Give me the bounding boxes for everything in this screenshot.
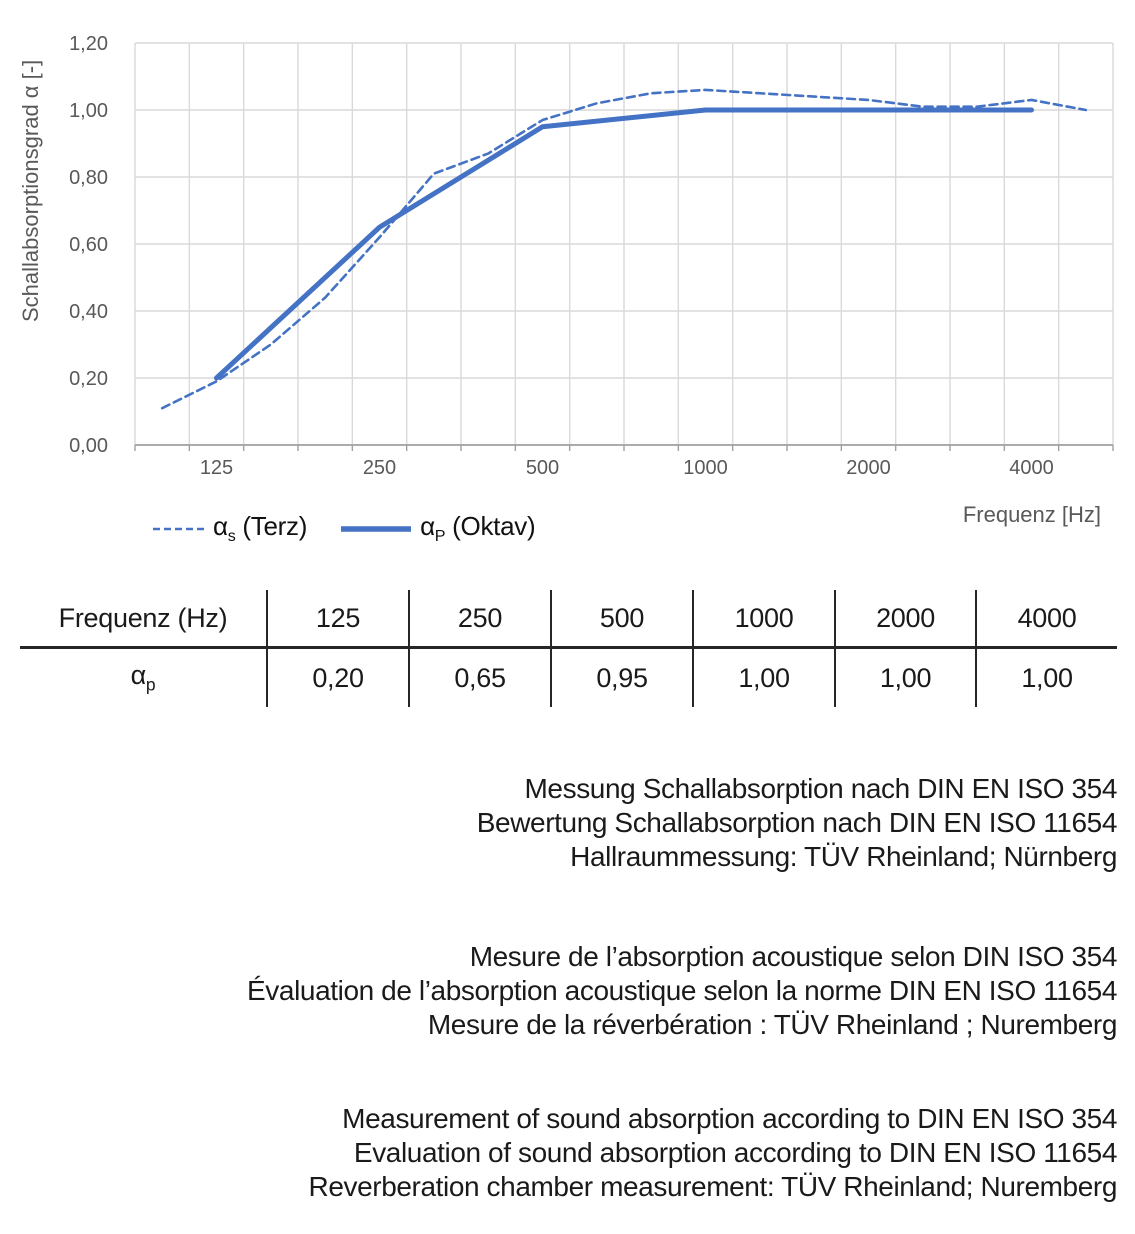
table-value-cell: 0,65	[409, 648, 551, 708]
table-header-cell: 250	[409, 590, 551, 648]
legend-label-alpha-p: $\alpha_P$ (Oktav)	[420, 511, 536, 546]
table-header-cell: 500	[551, 590, 693, 648]
legend-item-alpha-p	[339, 511, 535, 546]
table-value-cell: 1,00	[976, 648, 1117, 708]
x-tick-label: 125	[199, 457, 234, 479]
note-english	[309, 1102, 1118, 1204]
note-line: Messung Schallabsorption nach DIN EN ISO 354	[524, 773, 1117, 804]
solid-line-icon	[339, 524, 413, 534]
y-tick-label: 0,00	[69, 435, 108, 457]
note-line: Bewertung Schallabsorption nach DIN EN ISO 11654	[476, 807, 1117, 838]
note-french	[247, 940, 1117, 1042]
alpha-p-row-label: $\alpha_p$	[130, 660, 156, 695]
x-tick-label: 500	[525, 457, 560, 479]
table-value-row	[20, 648, 1117, 708]
note-line: Reverberation chamber measurement: TÜV Rheinland; Nuremberg	[308, 1171, 1117, 1202]
y-tick-label: 1,20	[69, 33, 108, 55]
table-value-cell: 0,95	[551, 648, 693, 708]
table-header-frequency: Frequenz (Hz)	[20, 590, 267, 648]
x-tick-label: 2000	[846, 457, 891, 479]
x-axis-title: Frequenz [Hz]	[962, 502, 1101, 527]
y-axis-title: Schallabsorptionsgrad α [-]	[18, 59, 43, 322]
x-tick-label: 4000	[1009, 457, 1054, 479]
y-tick-label: 0,40	[69, 301, 108, 323]
y-tick-label: 0,80	[69, 167, 108, 189]
table-header-row	[20, 590, 1117, 648]
note-german	[477, 772, 1117, 874]
note-line: Evaluation of sound absorption according to DIN EN ISO 11654	[353, 1137, 1117, 1168]
note-line: Hallraummessung: TÜV Rheinland; Nürnberg	[570, 841, 1117, 872]
absorption-table	[20, 590, 1117, 707]
x-tick-label: 1000	[683, 457, 728, 479]
table-value-cell: 1,00	[693, 648, 835, 708]
y-tick-label: 1,00	[69, 100, 108, 122]
absorption-line-chart	[0, 0, 1135, 560]
note-line: Mesure de la réverbération : TÜV Rheinland ; Nuremberg	[427, 1009, 1117, 1040]
note-line: Évaluation de l’absorption acoustique selon la norme DIN EN ISO 11654	[247, 975, 1117, 1006]
table-header-cell: 1000	[693, 590, 835, 648]
note-line: Measurement of sound absorption according to DIN EN ISO 354	[342, 1103, 1117, 1134]
table-header-cell: 2000	[835, 590, 976, 648]
x-tick-label: 250	[362, 457, 397, 479]
table-header-cell: 4000	[976, 590, 1117, 648]
dashed-line-icon	[152, 524, 206, 534]
legend-item-alpha-s	[152, 511, 307, 546]
table-value-cell: 0,20	[267, 648, 409, 708]
note-line: Mesure de l’absorption acoustique selon DIN ISO 354	[469, 941, 1117, 972]
legend-label-alpha-s: $\alpha_s$ (Terz)	[213, 511, 308, 546]
table-header-cell: 125	[267, 590, 409, 648]
chart-legend	[152, 512, 535, 546]
y-tick-label: 0,60	[69, 234, 108, 256]
chart-area	[0, 0, 1135, 560]
y-tick-label: 0,20	[69, 368, 108, 390]
table-value-cell: 1,00	[835, 648, 976, 708]
